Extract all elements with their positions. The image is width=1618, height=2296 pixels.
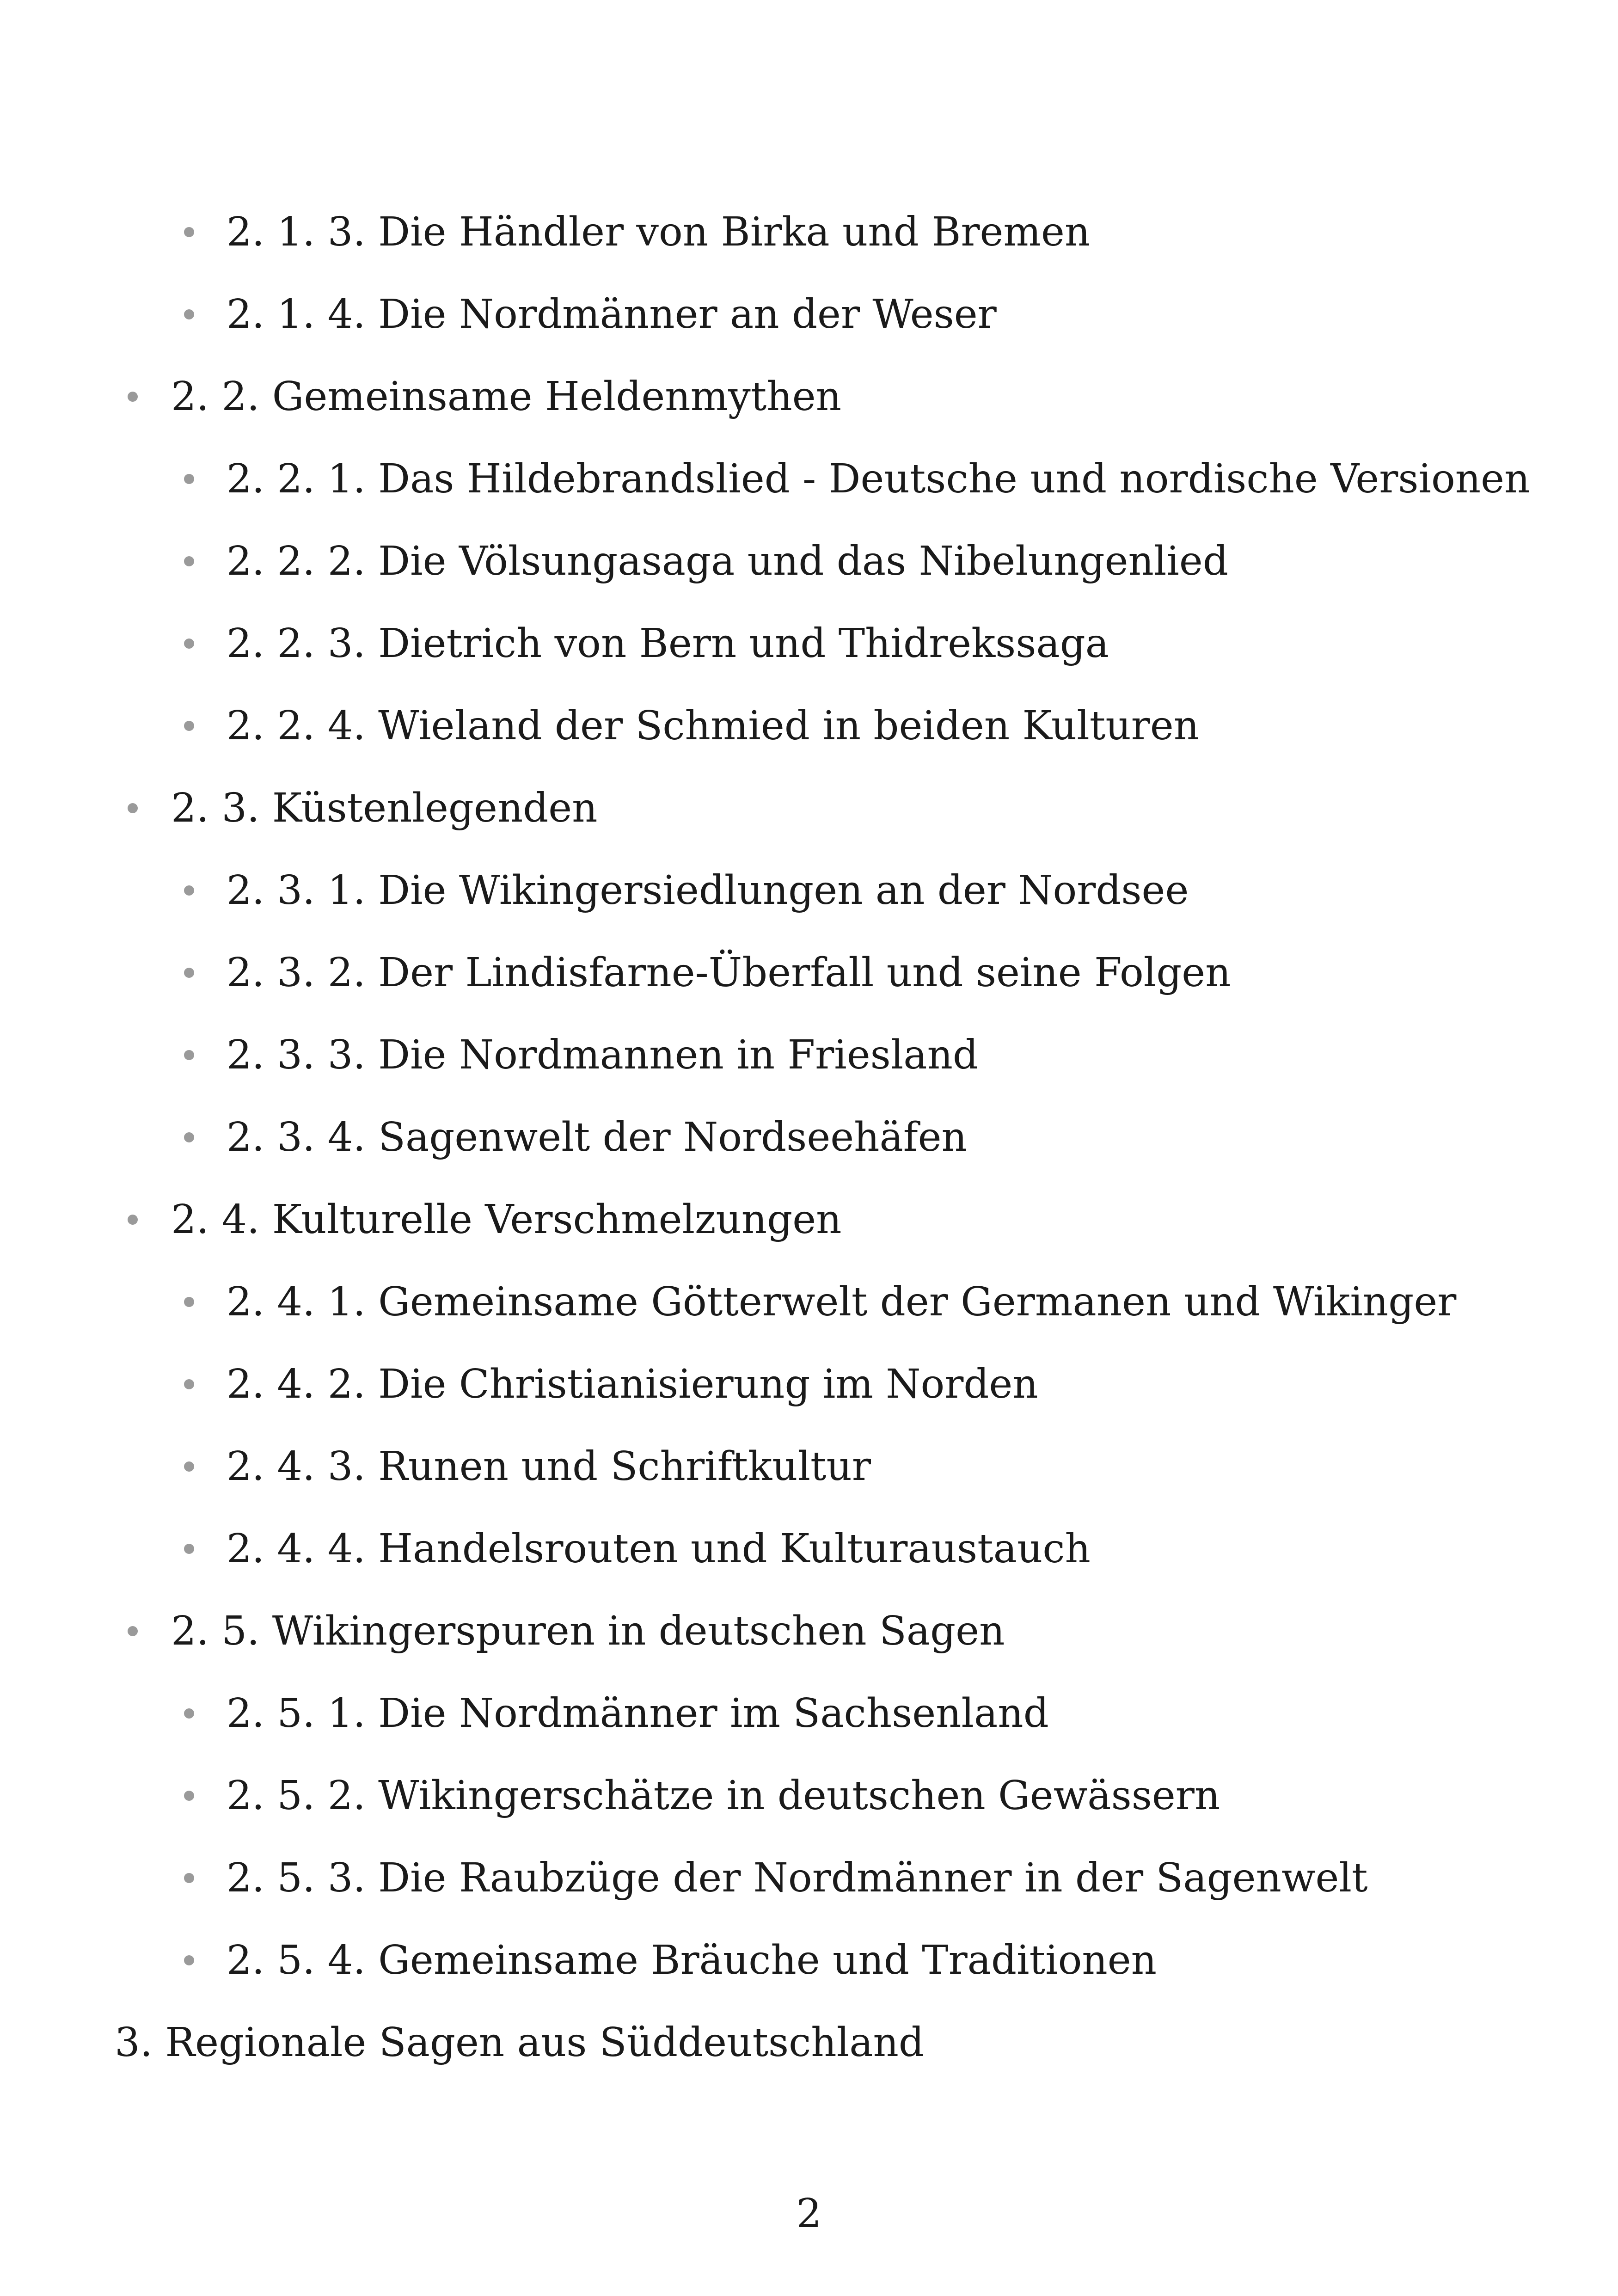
bullet-icon [184, 885, 194, 896]
toc-entry-text: 2. 3. 4. Sagenwelt der Nordseehäfen [227, 1114, 967, 1160]
bullet-icon [184, 556, 194, 566]
bullet-icon [128, 392, 138, 402]
toc-entry-text: 2. 5. 1. Die Nordmänner im Sachsenland [227, 1690, 1049, 1737]
bullet-icon [184, 1544, 194, 1554]
toc-entry-text: 2. 5. 4. Gemeinsame Bräuche und Traditionen [227, 1937, 1157, 1983]
toc-entry-text: 2. 4. 4. Handelsrouten und Kulturaustauch [227, 1526, 1091, 1572]
toc-entry-text: 2. 2. Gemeinsame Heldenmythen [171, 374, 841, 420]
bullet-icon [184, 968, 194, 978]
bullet-icon [184, 1708, 194, 1719]
bullet-icon [184, 1955, 194, 1965]
bullet-icon [184, 309, 194, 319]
toc-entry-text: 2. 3. 2. Der Lindisfarne-Überfall und seine Folgen [227, 950, 1231, 996]
toc-entry-text: 3. Regionale Sagen aus Süddeutschland [115, 2020, 924, 2066]
bullet-icon [184, 1873, 194, 1883]
bullet-icon [184, 1461, 194, 1472]
toc-entry-text: 2. 4. Kulturelle Verschmelzungen [171, 1197, 842, 1243]
bullet-icon [184, 638, 194, 649]
bullet-icon [128, 1626, 138, 1636]
bullet-icon [184, 1791, 194, 1801]
toc-entry-text: 2. 5. 2. Wikingerschätze in deutschen Gewässern [227, 1773, 1220, 1819]
bullet-icon [184, 1297, 194, 1307]
toc-entry-text: 2. 1. 3. Die Händler von Birka und Bremen [227, 209, 1091, 255]
bullet-icon [184, 227, 194, 237]
bullet-icon [184, 1132, 194, 1142]
toc-entry-text: 2. 4. 3. Runen und Schriftkultur [227, 1443, 871, 1490]
toc-entry-text: 2. 3. Küstenlegenden [171, 785, 598, 831]
toc-entry-text: 2. 2. 3. Dietrich von Bern und Thidrekssaga [227, 620, 1109, 667]
toc-entry-text: 2. 2. 2. Die Völsungasaga und das Nibelungenlied [227, 538, 1228, 584]
toc-entry-text: 2. 4. 1. Gemeinsame Götterwelt der Germanen und Wikinger [227, 1279, 1457, 1325]
toc-entry-text: 2. 2. 1. Das Hildebrandslied - Deutsche und nordische Versionen [227, 456, 1530, 502]
toc-entry-text: 2. 3. 3. Die Nordmannen in Friesland [227, 1032, 979, 1078]
toc-entry-text: 2. 5. Wikingerspuren in deutschen Sagen [171, 1608, 1005, 1654]
bullet-icon [184, 1050, 194, 1060]
toc-entry-text: 2. 3. 1. Die Wikingersiedlungen an der Nordsee [227, 867, 1189, 914]
bullet-icon [184, 474, 194, 484]
toc-entry-text: 2. 4. 2. Die Christianisierung im Norden [227, 1361, 1038, 1407]
toc-entry-text: 2. 5. 3. Die Raubzüge der Nordmänner in der Sagenwelt [227, 1855, 1368, 1901]
bullet-icon [128, 803, 138, 813]
toc-entry-text: 2. 1. 4. Die Nordmänner an der Weser [227, 291, 997, 338]
bullet-icon [184, 721, 194, 731]
page-number: 2 [796, 2191, 822, 2237]
bullet-icon [128, 1215, 138, 1225]
toc-entry-text: 2. 2. 4. Wieland der Schmied in beiden Kulturen [227, 703, 1200, 749]
bullet-icon [184, 1379, 194, 1389]
